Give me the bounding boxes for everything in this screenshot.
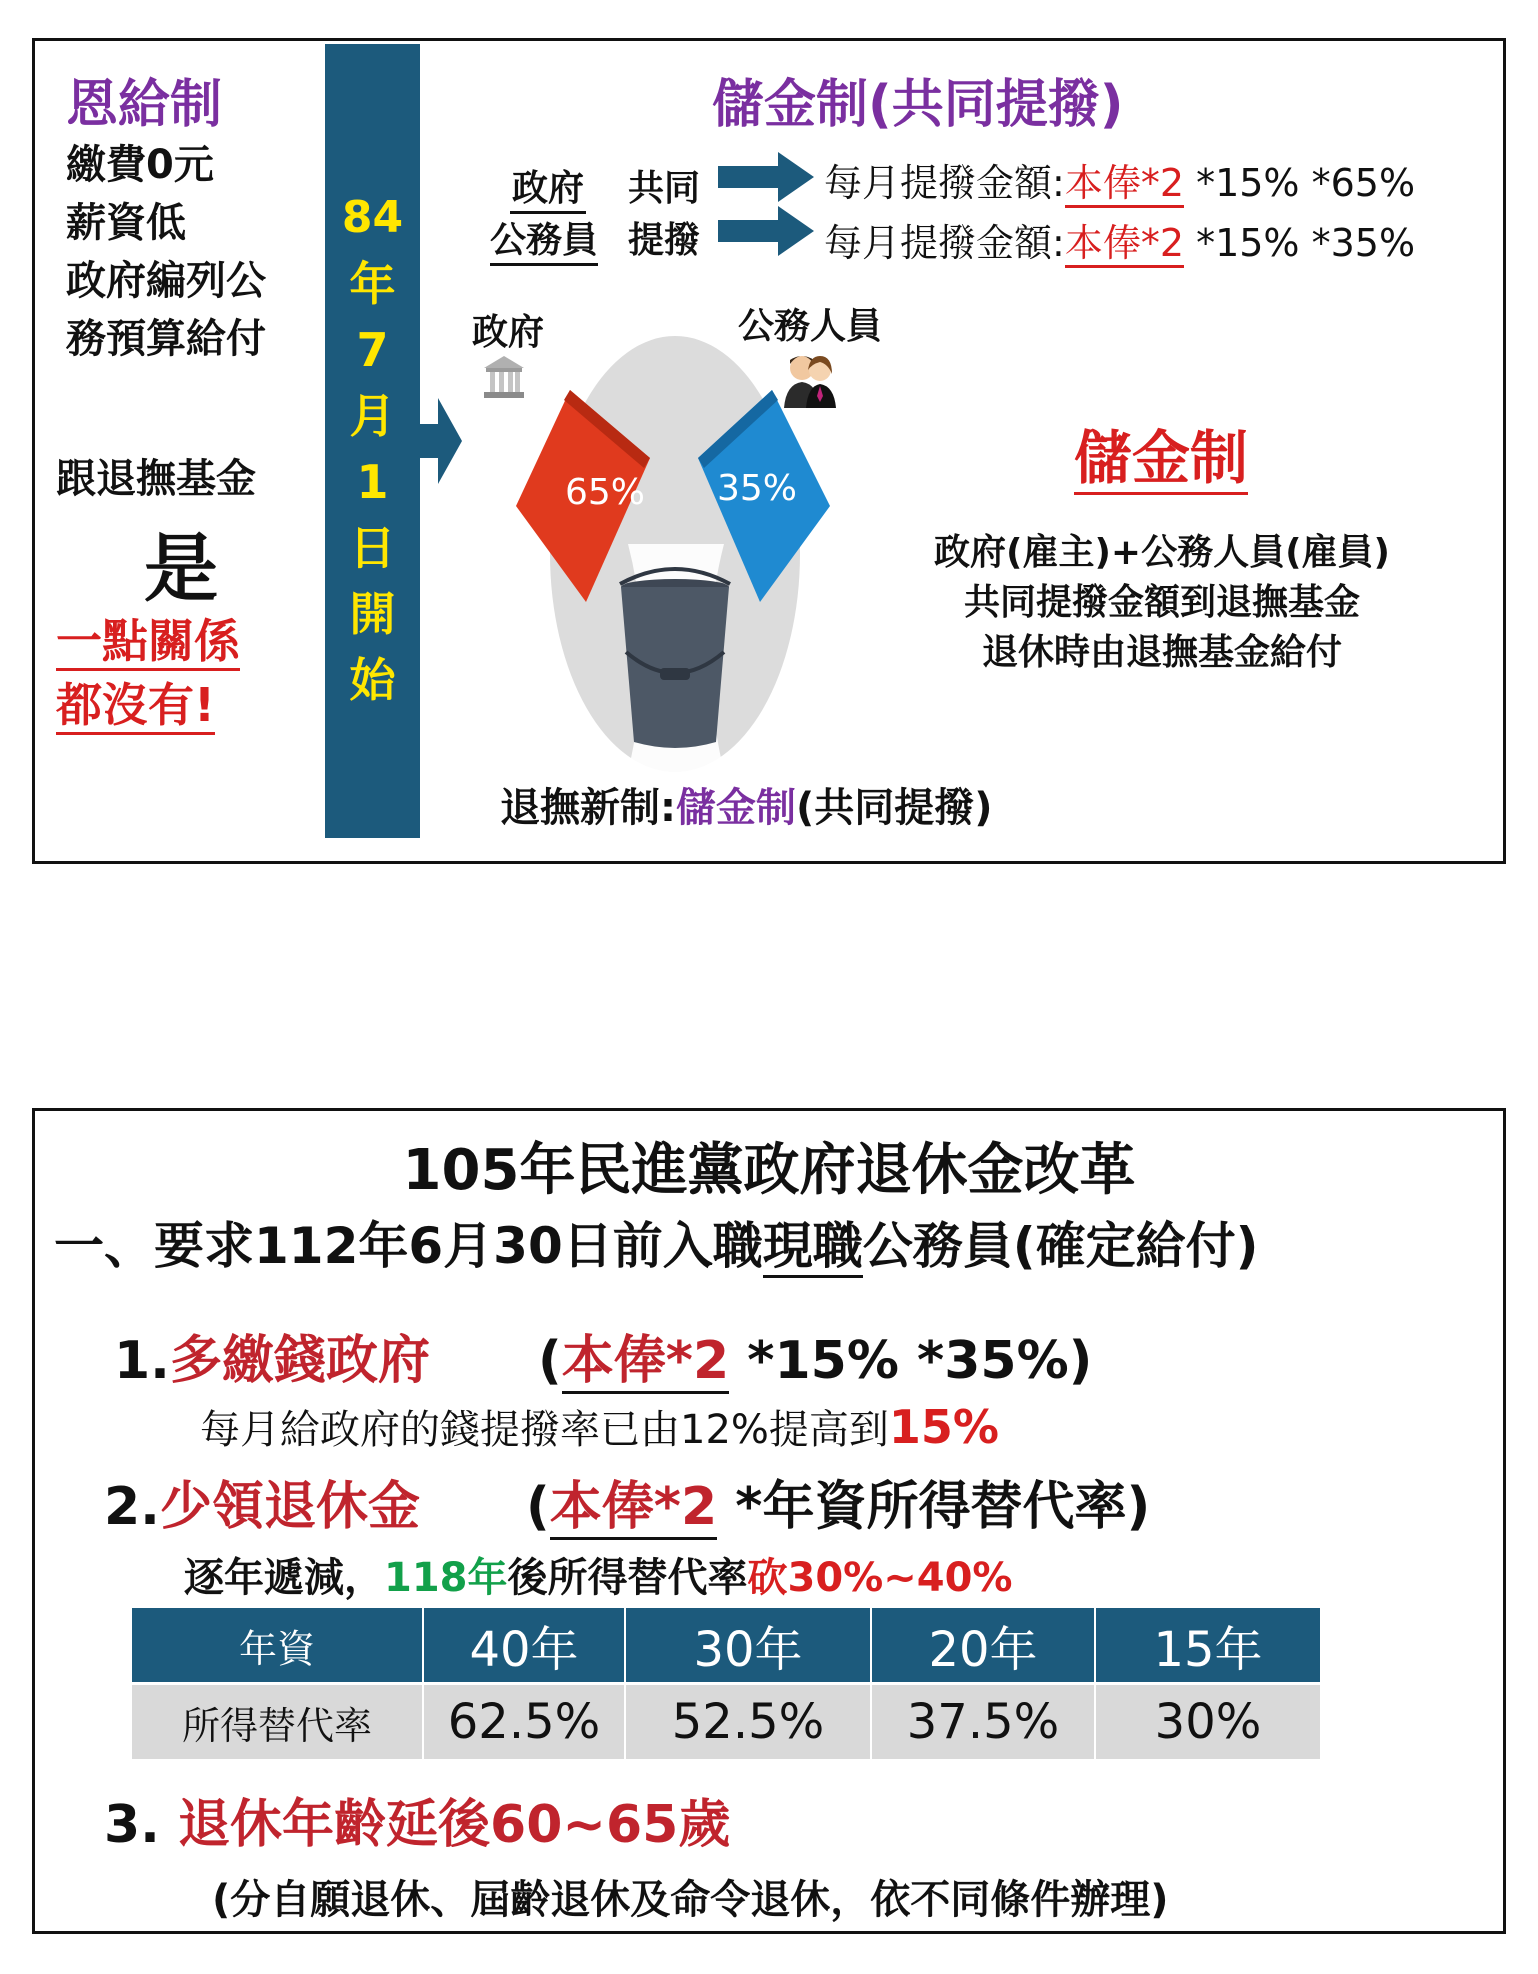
arrow-right-icon: [718, 206, 818, 256]
table-cell: 37.5%: [871, 1684, 1095, 1761]
pension-line-4: 務預算給付: [66, 316, 266, 362]
table-cell: 52.5%: [625, 1684, 871, 1761]
pension-line-1: 繳費0元: [66, 142, 214, 188]
item2-label: 少領退休金: [159, 1477, 420, 1537]
row1-prefix: 每月提撥金額:: [824, 161, 1065, 205]
item3-label: 退休年齡延後60~65歲: [178, 1795, 731, 1855]
item-1-note: [200, 1398, 999, 1455]
item1-salary: 本俸*2: [562, 1331, 729, 1394]
together-label: 共同: [628, 168, 701, 209]
table-header-cell: 40年: [423, 1608, 625, 1684]
item-2-formula: [526, 1464, 1150, 1539]
table-cell: 30%: [1095, 1684, 1320, 1761]
item1-number: 1.: [114, 1331, 170, 1391]
timeline-char: 始: [349, 653, 396, 707]
savings-system-title: 儲金制(共同提撥): [712, 75, 1124, 135]
timeline-char: 84: [341, 192, 404, 243]
gov-label: 政府: [510, 160, 586, 214]
item2-formula-rest: *年資所得替代率): [717, 1477, 1151, 1537]
pension-line-3: 政府編列公: [66, 258, 266, 304]
timeline-char: 開: [349, 587, 396, 641]
contribution-illustration: [510, 322, 840, 774]
no-relation-line-2: 都沒有!: [56, 678, 215, 735]
table-header-cell: 15年: [1095, 1608, 1320, 1684]
table-cell: 所得替代率: [132, 1684, 423, 1761]
desc-line-3: 退休時由退撫基金給付: [981, 632, 1342, 673]
footer-highlight: 儲金制: [676, 785, 796, 831]
is-word: 是: [144, 526, 218, 612]
contribute-label: 提撥: [628, 220, 701, 261]
item2-note-b: 118年: [384, 1555, 508, 1601]
table-header-cell: 30年: [625, 1608, 871, 1684]
timeline-char: 年: [349, 257, 396, 311]
picture-gov-label: 政府: [472, 312, 545, 353]
item-2: [104, 1464, 420, 1539]
arrow-right-icon: [418, 398, 464, 484]
item1-open-paren: (: [538, 1331, 562, 1391]
table-header-row: [132, 1608, 1320, 1684]
row1-salary: 本俸*2: [1065, 161, 1184, 208]
item2-note-c: 後所得替代率: [507, 1555, 748, 1601]
pension-system-title: 恩給制: [66, 75, 223, 135]
row2-rest: *15% *35%: [1184, 221, 1416, 265]
civil-share-label: 35%: [717, 468, 798, 509]
item3-number: 3.: [104, 1795, 179, 1855]
row2-prefix: 每月提撥金額:: [824, 221, 1065, 265]
reform-title: 105年民進黨政府退休金改革: [402, 1138, 1136, 1203]
subtitle-part-a: 一、要求112年6月30日前入職: [54, 1217, 763, 1275]
contribution-row-gov: [824, 152, 1415, 207]
no-relation-line-1: 一點關係: [56, 614, 240, 671]
item-2-note: [184, 1546, 1013, 1603]
subtitle-part-c: 公務員(確定給付): [862, 1217, 1259, 1275]
picture-civil-label: 公務人員: [738, 306, 883, 347]
row2-salary: 本俸*2: [1065, 221, 1184, 268]
item2-note-d: 砍30%~40%: [747, 1555, 1013, 1601]
item-3: [104, 1782, 730, 1857]
footer-suffix: (共同提撥): [796, 785, 993, 831]
item1-label: 多繳錢政府: [169, 1331, 430, 1391]
timeline-char: 1: [356, 455, 389, 509]
civil-servant-label: 公務員: [490, 212, 598, 266]
item2-note-a: 逐年遞減，: [184, 1555, 384, 1601]
row1-rest: *15% *65%: [1184, 161, 1416, 205]
item-1-formula: [538, 1318, 1092, 1393]
item2-open-paren: (: [526, 1477, 550, 1537]
footer-prefix: 退撫新制:: [500, 785, 676, 831]
item-3-note: (分自願退休、屆齡退休及命令退休，依不同條件辦理): [212, 1877, 1169, 1923]
arrow-right-icon: [718, 152, 818, 202]
timeline-char: 7: [356, 323, 389, 377]
item1-note-a: 每月給政府的錢提撥率已由12%提高到: [200, 1407, 889, 1453]
item1-note-b: 15%: [888, 1400, 1000, 1454]
timeline-char: 日: [349, 521, 396, 575]
table-row: [132, 1684, 1320, 1761]
savings-description: [880, 528, 1444, 678]
subtitle-current-staff: 現職: [763, 1217, 863, 1278]
table-header-cell: 年資: [132, 1608, 423, 1684]
item-1: [114, 1318, 430, 1393]
contribution-row-civil: [824, 212, 1415, 267]
desc-line-1: 政府(雇主)+公務人員(雇員): [934, 532, 1390, 573]
timeline-date: [325, 185, 420, 713]
replacement-rate-table: [132, 1608, 1320, 1762]
table-cell: 62.5%: [423, 1684, 625, 1761]
timeline-char: 月: [349, 389, 396, 443]
relation-line: 跟退撫基金: [56, 456, 256, 502]
item2-salary: 本俸*2: [550, 1477, 717, 1540]
reform-subtitle: [54, 1206, 1258, 1278]
table-header-cell: 20年: [871, 1608, 1095, 1684]
savings-heading: 儲金制: [1074, 424, 1248, 495]
bucket-icon: [620, 569, 730, 748]
pension-line-2: 薪資低: [66, 200, 186, 246]
item1-formula-rest: *15% *35%): [729, 1331, 1093, 1391]
item2-number: 2.: [104, 1477, 160, 1537]
new-system-footer: [500, 776, 993, 833]
desc-line-2: 共同提撥金額到退撫基金: [963, 582, 1360, 623]
gov-share-label: 65%: [565, 472, 646, 513]
